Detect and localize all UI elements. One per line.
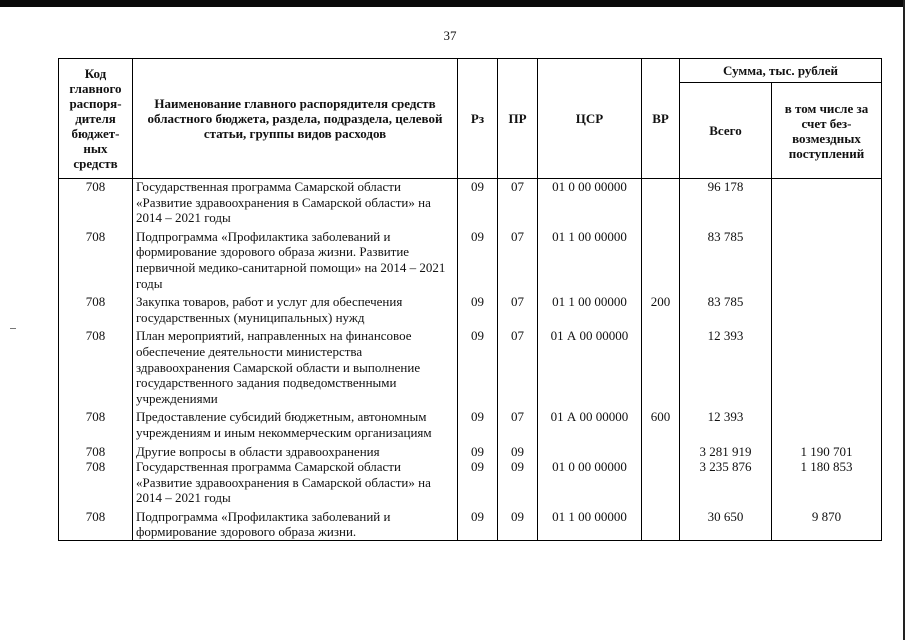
cell-kod: 708 — [59, 509, 133, 541]
cell-gratis: 9 870 — [772, 509, 882, 541]
cell-csr: 01 1 00 00000 — [538, 229, 642, 294]
cell-rz: 09 — [458, 294, 498, 328]
cell-csr: 01 А 00 00000 — [538, 328, 642, 409]
cell-vr: 200 — [642, 294, 680, 328]
cell-kod: 708 — [59, 229, 133, 294]
cell-kod: 708 — [59, 328, 133, 409]
cell-pr: 07 — [498, 179, 538, 229]
cell-csr: 01 А 00 00000 — [538, 409, 642, 443]
cell-total: 3 235 876 — [680, 459, 772, 509]
cell-name: Государственная программа Самарской области «Развитие здравоохранения в Самарской области» на 2014 – 2021 годы — [133, 459, 458, 509]
table-row — [59, 509, 882, 541]
cell-total: 83 785 — [680, 229, 772, 294]
cell-name: План мероприятий, направленных на финансовое обеспечение деятельности министерства здравоохранения Самарской области и выполнение государственного задания подведомственными учреждениями — [133, 328, 458, 409]
cell-name: Закупка товаров, работ и услуг для обеспечения государственных (муниципальных) нужд — [133, 294, 458, 328]
header-sum: Сумма, тыс. рублей — [680, 59, 882, 83]
cell-csr: 01 0 00 00000 — [538, 179, 642, 229]
cell-total: 83 785 — [680, 294, 772, 328]
cell-name: Подпрограмма «Профилактика заболеваний и формирование здорового образа жизни. Развитие первичной медико-санитарной помощи» на 2014 – 2021 годы — [133, 229, 458, 294]
cell-csr — [538, 444, 642, 460]
cell-kod: 708 — [59, 179, 133, 229]
header-vr: ВР — [642, 59, 680, 179]
cell-gratis: 1 190 701 — [772, 444, 882, 460]
cell-total: 12 393 — [680, 328, 772, 409]
cell-pr: 09 — [498, 509, 538, 541]
header-rz: Рз — [458, 59, 498, 179]
cell-name: Другие вопросы в области здравоохранения — [133, 444, 458, 460]
header-gratis: в том числе за счет без-возмездных поступлений — [772, 83, 882, 179]
cell-gratis — [772, 229, 882, 294]
cell-rz: 09 — [458, 229, 498, 294]
header-name: Наименование главного распорядителя средств областного бюджета, раздела, подраздела, целевой статьи, группы видов расходов — [133, 59, 458, 179]
cell-pr: 07 — [498, 409, 538, 443]
cell-kod: 708 — [59, 294, 133, 328]
cell-gratis — [772, 409, 882, 443]
cell-gratis — [772, 179, 882, 229]
budget-table — [58, 58, 882, 541]
table-body — [59, 179, 882, 541]
cell-pr: 07 — [498, 229, 538, 294]
table-row — [59, 229, 882, 294]
cell-rz: 09 — [458, 409, 498, 443]
cell-gratis — [772, 328, 882, 409]
header-pr: ПР — [498, 59, 538, 179]
cell-total: 30 650 — [680, 509, 772, 541]
cell-vr — [642, 179, 680, 229]
header-kod: Код главного распоря-дителя бюджет-ных средств — [59, 59, 133, 179]
cell-rz: 09 — [458, 509, 498, 541]
cell-name: Государственная программа Самарской области «Развитие здравоохранения в Самарской области» на 2014 – 2021 годы — [133, 179, 458, 229]
table-row — [59, 294, 882, 328]
cell-vr — [642, 229, 680, 294]
cell-kod: 708 — [59, 444, 133, 460]
cell-pr: 09 — [498, 444, 538, 460]
table-row — [59, 328, 882, 409]
table-row — [59, 444, 882, 460]
cell-kod: 708 — [59, 459, 133, 509]
cell-kod: 708 — [59, 409, 133, 443]
cell-gratis: 1 180 853 — [772, 459, 882, 509]
cell-pr: 07 — [498, 328, 538, 409]
header-csr: ЦСР — [538, 59, 642, 179]
table-row — [59, 459, 882, 509]
cell-total: 3 281 919 — [680, 444, 772, 460]
cell-vr: 600 — [642, 409, 680, 443]
table-row — [59, 179, 882, 229]
cell-pr: 07 — [498, 294, 538, 328]
cell-name: Подпрограмма «Профилактика заболеваний и формирование здорового образа жизни. — [133, 509, 458, 541]
cell-rz: 09 — [458, 179, 498, 229]
cell-rz: 09 — [458, 459, 498, 509]
cell-vr — [642, 509, 680, 541]
table-row — [59, 409, 882, 443]
table-header — [59, 59, 882, 179]
cell-total: 12 393 — [680, 409, 772, 443]
cell-total: 96 178 — [680, 179, 772, 229]
cell-vr — [642, 328, 680, 409]
scan-top-border — [0, 0, 905, 7]
cell-vr — [642, 459, 680, 509]
cell-rz: 09 — [458, 444, 498, 460]
cell-gratis — [772, 294, 882, 328]
margin-mark — [10, 328, 16, 329]
cell-csr: 01 1 00 00000 — [538, 509, 642, 541]
cell-csr: 01 0 00 00000 — [538, 459, 642, 509]
cell-rz: 09 — [458, 328, 498, 409]
cell-pr: 09 — [498, 459, 538, 509]
header-total: Всего — [680, 83, 772, 179]
page-number: 37 — [443, 28, 457, 43]
cell-name: Предоставление субсидий бюджетным, автономным учреждениям и иным некоммерческим организациям — [133, 409, 458, 443]
cell-vr — [642, 444, 680, 460]
cell-csr: 01 1 00 00000 — [538, 294, 642, 328]
